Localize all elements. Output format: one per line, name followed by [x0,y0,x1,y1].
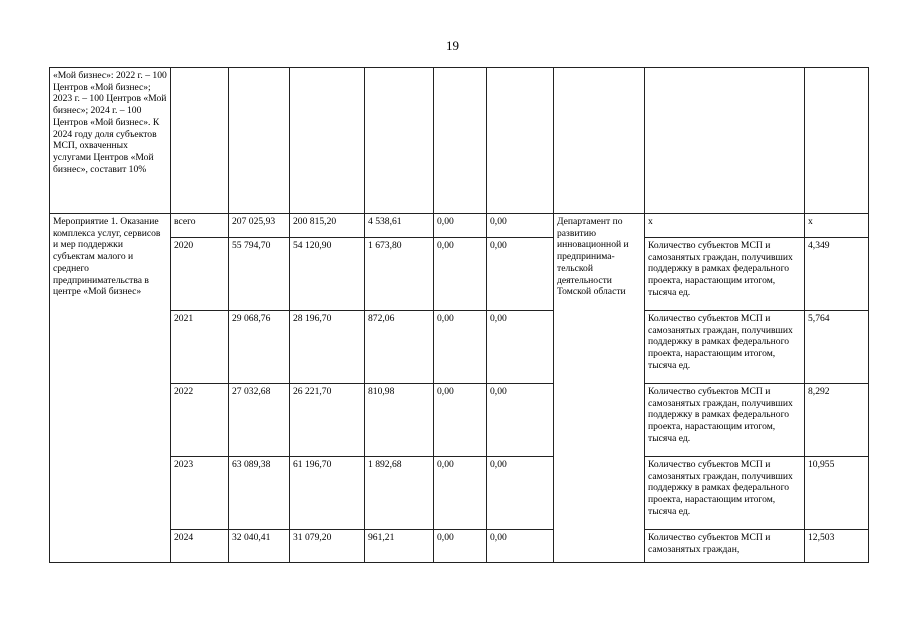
federal-budget-cell: 54 120,90 [290,238,365,311]
year-cell: 2024 [171,530,229,563]
event-title-cell: Мероприятие 1. Оказание комплекса услуг, сервисов и мер поддержки субъектам малого и среднего предпринимательства в центре «Мой бизнес» [50,214,171,563]
federal-budget-cell: 61 196,70 [290,457,365,530]
indicator-cell: Количество субъектов МСП и самозанятых граждан, [645,530,805,563]
indicator-cell: х [645,214,805,238]
empty-cell [229,68,290,214]
program-table [49,67,869,563]
indicator-value-cell: 12,503 [805,530,869,563]
indicator-value-cell: 4,349 [805,238,869,311]
federal-budget-cell: 26 221,70 [290,384,365,457]
local-budget-cell: 0,00 [434,214,487,238]
other-sources-cell: 0,00 [487,311,554,384]
local-budget-cell: 0,00 [434,384,487,457]
indicator-cell: Количество субъектов МСП и самозанятых граждан, получивших поддержку в рамках федерального проекта, нарастающим итогом, тысяча ед. [645,311,805,384]
year-cell: 2020 [171,238,229,311]
total-cell: 207 025,93 [229,214,290,238]
other-sources-cell: 0,00 [487,457,554,530]
total-cell: 29 068,76 [229,311,290,384]
total-cell: 63 089,38 [229,457,290,530]
empty-cell [434,68,487,214]
indicator-value-cell: 5,764 [805,311,869,384]
total-cell: 27 032,68 [229,384,290,457]
indicator-cell: Количество субъектов МСП и самозанятых граждан, получивших поддержку в рамках федерального проекта, нарастающим итогом, тысяча ед. [645,384,805,457]
federal-budget-cell: 31 079,20 [290,530,365,563]
executor-cell: Департамент по развитию инновационной и предпринима-тельской деятельности Томской области [554,214,645,563]
goal-description-cell: «Мой бизнес»: 2022 г. – 100 Центров «Мой бизнес»; 2023 г. – 100 Центров «Мой бизнес»; 2024 г. – 100 Центров «Мой бизнес». К 2024 году доля субъектов МСП, охваченных услугами Центров «Мой бизнес», составит 10% [50,68,171,214]
indicator-cell: Количество субъектов МСП и самозанятых граждан, получивших поддержку в рамках федерального проекта, нарастающим итогом, тысяча ед. [645,238,805,311]
federal-budget-cell: 200 815,20 [290,214,365,238]
indicator-cell: Количество субъектов МСП и самозанятых граждан, получивших поддержку в рамках федерального проекта, нарастающим итогом, тысяча ед. [645,457,805,530]
regional-budget-cell: 961,21 [365,530,434,563]
other-sources-cell: 0,00 [487,530,554,563]
table-row [50,238,869,311]
local-budget-cell: 0,00 [434,238,487,311]
regional-budget-cell: 1 892,68 [365,457,434,530]
empty-cell [171,68,229,214]
local-budget-cell: 0,00 [434,530,487,563]
empty-cell [645,68,805,214]
total-cell: 55 794,70 [229,238,290,311]
indicator-value-cell: 10,955 [805,457,869,530]
year-cell: 2022 [171,384,229,457]
other-sources-cell: 0,00 [487,214,554,238]
year-cell: всего [171,214,229,238]
indicator-value-cell: 8,292 [805,384,869,457]
table-row [50,457,869,530]
regional-budget-cell: 872,06 [365,311,434,384]
table-row [50,214,869,238]
other-sources-cell: 0,00 [487,384,554,457]
page-number: 19 [446,38,459,53]
year-cell: 2023 [171,457,229,530]
table-row [50,311,869,384]
regional-budget-cell: 1 673,80 [365,238,434,311]
empty-cell [365,68,434,214]
federal-budget-cell: 28 196,70 [290,311,365,384]
indicator-value-cell: х [805,214,869,238]
empty-cell [554,68,645,214]
regional-budget-cell: 4 538,61 [365,214,434,238]
empty-cell [805,68,869,214]
table-row [50,384,869,457]
table-row [50,68,869,214]
local-budget-cell: 0,00 [434,311,487,384]
year-cell: 2021 [171,311,229,384]
table-row [50,530,869,563]
empty-cell [290,68,365,214]
total-cell: 32 040,41 [229,530,290,563]
regional-budget-cell: 810,98 [365,384,434,457]
other-sources-cell: 0,00 [487,238,554,311]
local-budget-cell: 0,00 [434,457,487,530]
empty-cell [487,68,554,214]
